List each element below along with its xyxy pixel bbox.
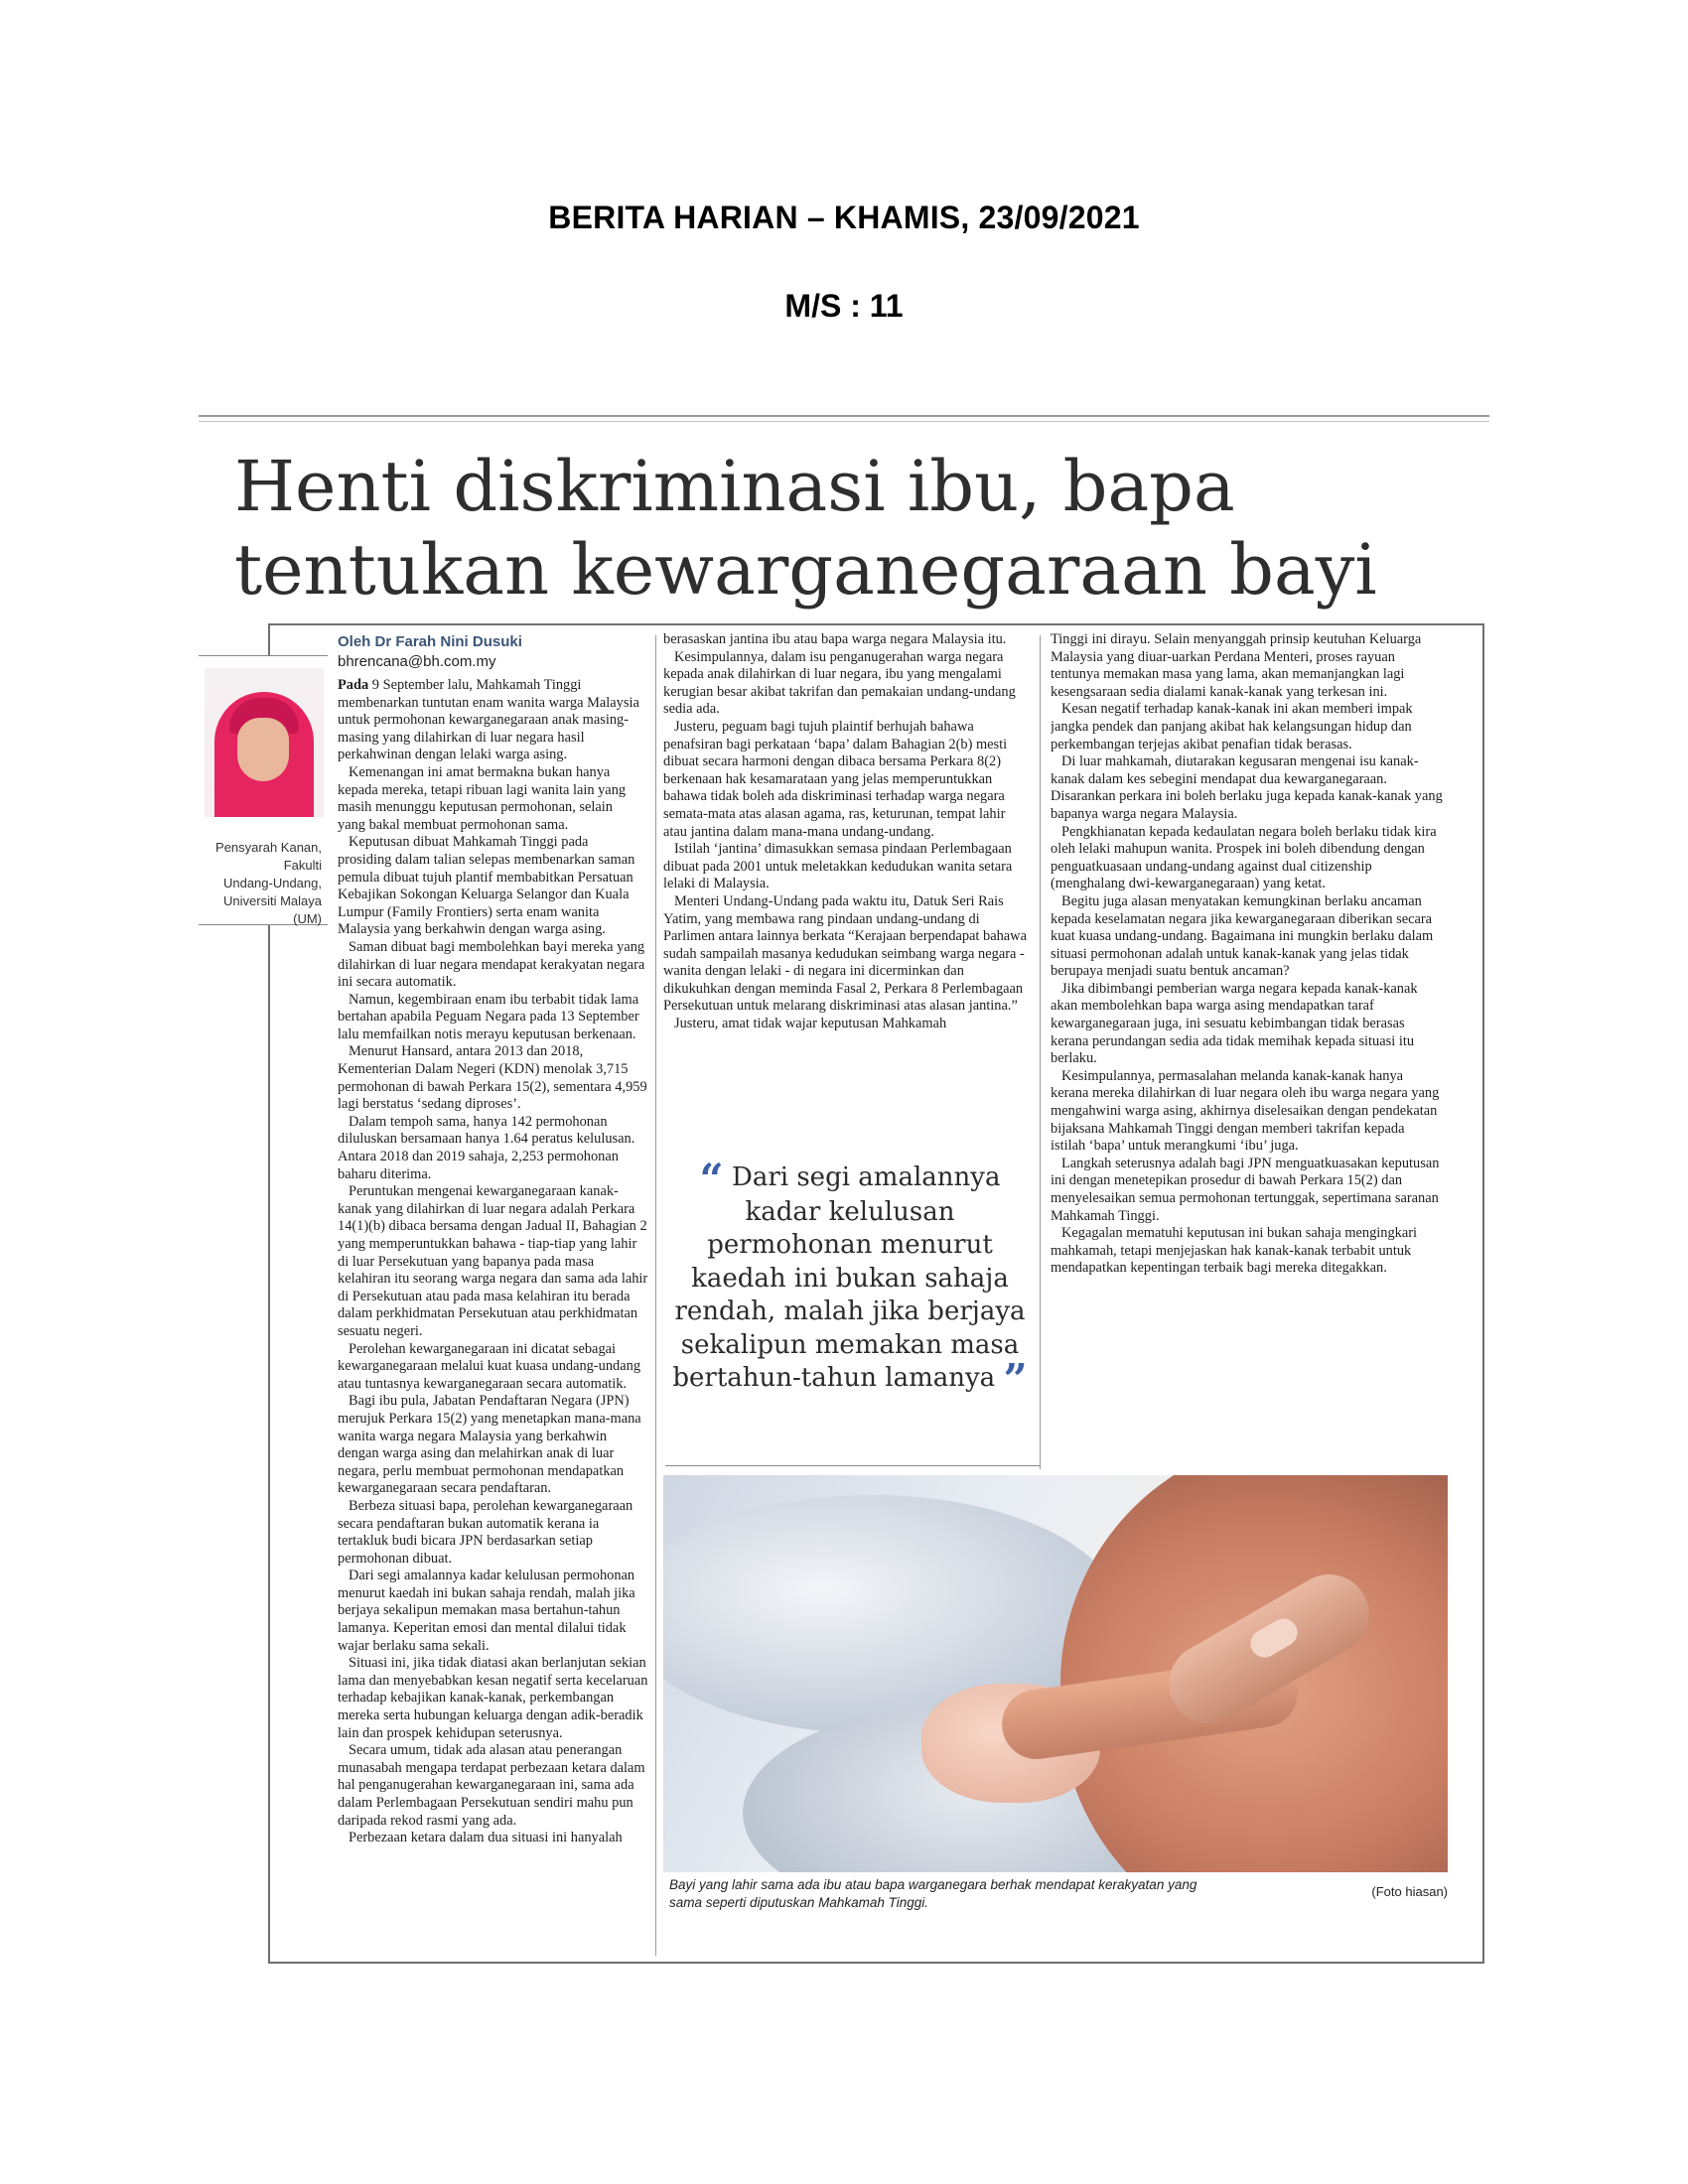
paragraph: Begitu juga alasan menyatakan kemungkinan berlaku ancaman kepada keselamatan negara jika kewarganegaraan diberikan secara kuat kuasa undang-undang. Bagaimana ini mungkin berlaku dalam situasi permohonan adalah untuk kanak-kanak yang jelas tidak berupaya menjadi suatu bentuk ancaman? (1051, 892, 1434, 980)
paragraph: Langkah seterusnya adalah bagi JPN menguatkuasakan keputusan ini dengan menetepikan prosedur di bawah Perkara 15(2) dan menyelesaikan semua permohonan tertunggak, sepertimana saranan Mahkamah Tinggi. (1051, 1155, 1440, 1224)
author-box (199, 655, 328, 925)
author-photo (205, 668, 324, 817)
paragraph: Justeru, peguam bagi tujuh plaintif berhujah bahawa penafsiran bagi perkataan ‘bapa’ dalam Bahagian 2(b) mesti dibuat secara harmoni dengan dibaca bersama Perkara 8(2) berkenaan hak kesamarataan yang jelas memperuntukkan bahawa tidak boleh ada diskriminasi terhadap warga negara semata-mata atas alasan agama, ras, keturunan, tempat lahir atau jantina dalam mana-mana undang-undang. (663, 718, 1008, 840)
headline-line-2: tentukan kewarganegaraan bayi (234, 529, 1377, 611)
headline-line-1: Henti diskriminasi ibu, bapa (234, 446, 1235, 527)
author-byline: Oleh Dr Farah Nini Dusuki (338, 633, 522, 650)
paragraph: Secara umum, tidak ada alasan atau penerangan munasabah mengapa terdapat perbezaan ketara dalam hal penganugerahan kewarganegaraan ini, sama ada dalam Perlembagaan Persekutuan sendiri mahu pun daripada rekod rasmi yang ada. (338, 1742, 645, 1829)
paragraph: Jika dibimbangi pemberian warga negara kepada kanak-kanak akan membolehkan bapa warga asing mendapatkan taraf kewarganegaraan juga, ini sesuatu kebimbangan tidak berasas kerana perundangan sedia ada tidak memihak kepada situasi itu berlaku. (1051, 980, 1418, 1067)
page-number: M/S : 11 (784, 288, 904, 324)
author-email: bhrencana@bh.com.my (338, 653, 496, 670)
paragraph: Kegagalan mematuhi keputusan ini bukan sahaja mengingkari mahkamah, tetapi menjejaskan hak kanak-kanak terbabit untuk mendapatkan kepentingan terbaik bagi mereka ditegakkan. (1051, 1225, 1418, 1277)
author-role-line: (UM) (293, 911, 322, 926)
paragraph: Kesimpulannya, permasalahan melanda kanak-kanak hanya kerana mereka dilahirkan di luar negara oleh ibu warga negara yang mengahwini warga asing, akhirnya diselesaikan dengan pendekatan bijaksana Mahkamah Tinggi dengan memberi takrifan kepada istilah ‘bapa’ untuk merangkumi ‘ibu’ juga. (1051, 1067, 1440, 1155)
paragraph: Situasi ini, jika tidak diatasi akan berlanjutan sekian lama dan menyebabkan kesan negatif serta kecelaruan terhadap kebajikan kanak-kanak, perkembangan mereka serta hubungan keluarga dengan adik-beradik lain dan prospek kehidupan seterusnya. (338, 1655, 648, 1741)
newspaper-clipping (199, 415, 1489, 1969)
pull-quote-text: Dari segi amalannya kadar kelulusan permohonan menurut kaedah ini bukan sahaja rendah, malah jika berjaya sekalipun memakan masa bertahun-tahun lamanya (672, 1162, 1026, 1393)
author-role-line: Universiti Malaya (223, 893, 322, 908)
paragraph: Menurut Hansard, antara 2013 dan 2018, Kementerian Dalam Negeri (KDN) menolak 3,715 permohonan di bawah Perkara 15(2), sementara 4,959 lagi berstatus ‘sedang diproses’. (338, 1043, 647, 1113)
open-quote-icon: “ (699, 1155, 724, 1203)
author-role (201, 839, 322, 928)
photo-caption: Bayi yang lahir sama ada ibu atau bapa warganegara berhak mendapat kerakyatan yang sama seperti diputuskan Mahkamah Tinggi. (669, 1877, 1197, 1910)
paragraph: Di luar mahkamah, diutarakan kegusaran mengenai isu kanak-kanak dalam kes sebegini mendapat dua kewarganegaraan. Disarankan perkara ini boleh berlaku juga kepada kanak-kanak yang bapanya warga negara Malaysia. (1051, 753, 1443, 822)
article-column-2 (663, 631, 1029, 1153)
paragraph: Dalam tempoh sama, hanya 142 permohonan diluluskan bersamaan hanya 1.64 peratus kelulusan. Antara 2018 dan 2019 sahaja, 2,253 permohonan baharu diterima. (338, 1113, 635, 1182)
paragraph: Peruntukan mengenai kewarganegaraan kanak-kanak yang dilahirkan di luar negara adalah Perkara 14(1)(b) dibaca bersama dengan Jadual II, Bahagian 2 yang memperuntukkan bahawa - tiap-tiap yang lahir di luar Persekutuan yang bapanya pada masa kelahiran itu seorang warga negara dan sama ada lahir di Persekutuan atau pada masa kelahiran itu berada dalam perkhidmatan Persekutuan atau perkhidmatan sesuatu negeri. (338, 1183, 648, 1339)
close-quote-icon: ” (1003, 1355, 1028, 1404)
paragraph: Dari segi amalannya kadar kelulusan permohonan menurut kaedah ini bukan sahaja rendah, malah jika berjaya sekalipun memakan masa bertahun-tahun lamanya. Keperitan emosi dan mental dilalui tidak wajar berlaku sama sekali. (338, 1568, 635, 1654)
pull-quote (665, 1155, 1035, 1474)
article-column-1 (338, 677, 650, 1953)
paragraph: Perbezaan ketara dalam dua situasi ini hanyalah (349, 1830, 623, 1846)
paragraph: Keputusan dibuat Mahkamah Tinggi pada prosiding dalam talian selepas membenarkan saman pemula dibuat tujuh plantif membabitkan Persatuan Kebajikan Sokongan Keluarga Selangor dan Kuala Lumpur (Family Frontiers) serta enam wanita Malaysia yang berkahwin dengan warga asing. (338, 834, 635, 938)
paragraph (338, 677, 640, 764)
column-divider (1040, 635, 1041, 1469)
author-role-line: Fakulti (283, 858, 322, 873)
top-rule-thin (199, 421, 1489, 422)
paragraph: Menteri Undang-Undang pada waktu itu, Datuk Seri Rais Yatim, yang membawa rang pindaan undang-undang di Parlimen antara lainnya berkata “Kerajaan berpendapat bahawa sudah sampailah masanya kedudukan seimbang warga negara - wanita dengan lelaki - di negara ini dicerminkan dan dikukuhkan dengan meminda Fasal 2, Perkara 8 Perlembagaan Persekutuan untuk melarang diskriminasi atas alasan jantina.” (663, 892, 1027, 1015)
paragraph: Bagi ibu pula, Jabatan Pendaftaran Negara (JPN) merujuk Perkara 15(2) yang menetapkan mana-mana wanita warga negara Malaysia yang berkahwin dengan warga asing dan melahirkan anak di luar negara, perlu membuat permohonan mendapatkan kewarganegaraan secara pendaftaran. (338, 1393, 641, 1497)
article-column-3 (1051, 631, 1443, 1465)
column-divider (655, 635, 656, 1956)
paragraph: berasaskan jantina ibu atau bapa warga negara Malaysia itu. (663, 631, 1007, 647)
paragraph: Kesan negatif terhadap kanak-kanak ini akan memberi impak jangka pendek dan panjang akibat hak kelangsungan hidup dan perkembangan terjejas akibat penafian tidak berasas. (1051, 701, 1413, 752)
paragraph: Saman dibuat bagi membolehkan bayi mereka yang dilahirkan di luar negara mendapat kerakyatan negara ini secara automatik. (338, 938, 645, 991)
headline (234, 445, 1426, 612)
article-photo (663, 1475, 1448, 1872)
lead-word: Pada (338, 677, 369, 693)
pull-quote-rule (665, 1465, 1040, 1466)
page-header-date: BERITA HARIAN – KHAMIS, 23/09/2021 (548, 200, 1140, 235)
paragraph: Namun, kegembiraan enam ibu terbabit tidak lama bertahan apabila Peguam Negara pada 13 September lalu memfailkan notis merayu keputusan berkenaan. (338, 991, 639, 1042)
top-rule (199, 415, 1489, 417)
paragraph: Tinggi ini dirayu. Selain menyanggah prinsip keutuhan Keluarga Malaysia yang diuar-uarkan Perdana Menteri, proses rayuan tentunya memakan masa yang lama, akan memanjangkan lagi kesengsaraan sedia dialami kanak-kanak yang terkesan ini. (1051, 631, 1422, 700)
paragraph: Berbeza situasi bapa, perolehan kewarganegaraan secara pendaftaran bukan automatik kerana ia tertakluk budi bicara JPN berdasarkan setiap permohonan dibuat. (338, 1497, 633, 1567)
paragraph: Kemenangan ini amat bermakna bukan hanya kepada mereka, tetapi ribuan lagi wanita lain yang masih menunggu keputusan permohonan, selain yang bakal membuat permohonan sama. (338, 763, 627, 833)
paragraph: Pengkhianatan kepada kedaulatan negara boleh berlaku tidak kira oleh lelaki mahupun wanita. Prospek ini boleh dibendung dengan penguatkuasaan undang-undang against dual citizenship (menghalang dwi-kewarganegaraan) yang ketat. (1051, 823, 1437, 892)
author-role-line: Pensyarah Kanan, (215, 840, 322, 855)
paragraph: Perolehan kewarganegaraan ini dicatat sebagai kewarganegaraan melalui kuat kuasa undang-undang atau tuntasnya kewarganegaraan secara automatik. (338, 1340, 641, 1392)
paragraph: Kesimpulannya, dalam isu penganugerahan warga negara kepada anak dilahirkan di luar negara, ibu yang mengalami kerugian besar akibat takrifan dan pemakaian undang-undang sedia ada. (663, 648, 1016, 718)
paragraph: Istilah ‘jantina’ dimasukkan semasa pindaan Perlembagaan dibuat pada 2001 untuk meletakkan kedudukan wanita setara lelaki di Malaysia. (663, 841, 1013, 892)
photo-credit: (Foto hiasan) (1371, 1884, 1448, 1899)
paragraph-text: 9 September lalu, Mahkamah Tinggi membenarkan tuntutan enam wanita warga Malaysia untuk permohonan kewarganegaraan anak masing-masing yang dilahirkan di luar negara hasil perkahwinan dengan lelaki warga asing. (338, 677, 639, 763)
author-role-line: Undang-Undang, (222, 876, 322, 890)
paragraph: Justeru, amat tidak wajar keputusan Mahkamah (674, 1016, 947, 1032)
